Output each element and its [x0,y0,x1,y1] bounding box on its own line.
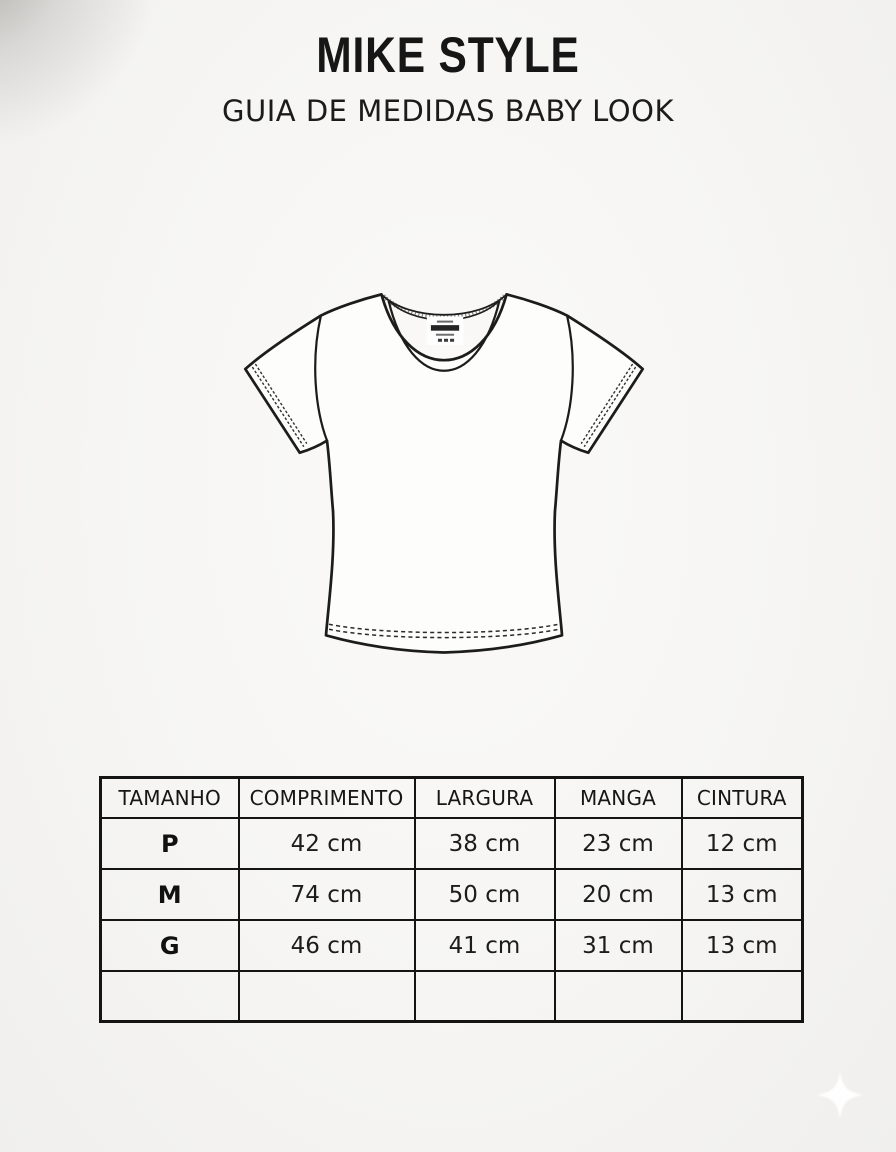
table-header-row [101,778,803,819]
measure-cell: 50 cm [415,869,555,920]
size-cell: P [101,818,239,869]
empty-cell [682,971,803,1022]
measure-cell: 46 cm [239,920,415,971]
table-header-tamanho: TAMANHO [101,778,239,819]
size-cell: G [101,920,239,971]
measure-cell: 13 cm [682,869,803,920]
table-header-largura: LARGURA [415,778,555,819]
size-cell: M [101,869,239,920]
measure-cell: 31 cm [555,920,682,971]
tshirt-illustration [212,281,676,685]
sparkle-artifact [814,1071,866,1119]
measure-cell: 38 cm [415,818,555,869]
size-table [99,776,804,1023]
measure-cell: 41 cm [415,920,555,971]
table-row-empty [101,971,803,1022]
measure-cell: 74 cm [239,869,415,920]
empty-cell [239,971,415,1022]
measure-cell: 12 cm [682,818,803,869]
collar-brand-tag [427,317,463,345]
measure-cell: 13 cm [682,920,803,971]
table-row-g [101,920,803,971]
table-header-manga: MANGA [555,778,682,819]
table-row-p [101,818,803,869]
tshirt-line-drawing [212,281,676,685]
back-collar-upper-line [381,294,506,314]
header [0,27,896,128]
table-row-m [101,869,803,920]
measure-cell: 23 cm [555,818,682,869]
table-header-comprimento: COMPRIMENTO [239,778,415,819]
tshirt-outline [245,294,642,652]
page-subtitle: GUIA DE MEDIDAS BABY LOOK [222,94,674,128]
measure-cell: 42 cm [239,818,415,869]
empty-cell [555,971,682,1022]
empty-cell [101,971,239,1022]
table-header-cintura: CINTURA [682,778,803,819]
empty-cell [415,971,555,1022]
page-title: MIKE STYLE [316,27,580,83]
measure-cell: 20 cm [555,869,682,920]
